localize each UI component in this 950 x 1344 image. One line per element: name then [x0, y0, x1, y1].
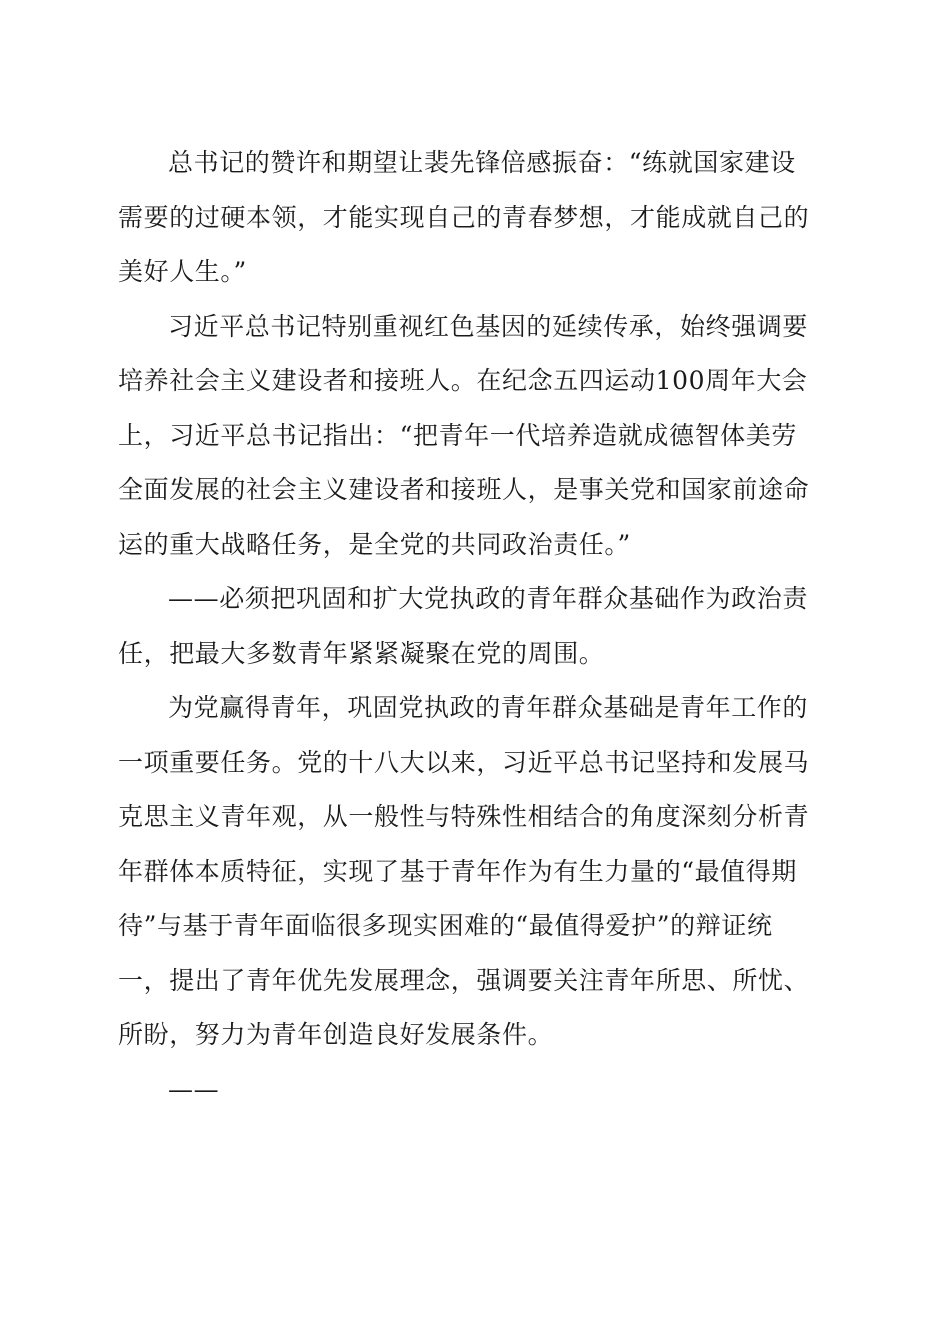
paragraph-5: ——: [168, 1074, 220, 1104]
paragraph-2: 习近平总书记特别重视红色基因的延续传承，始终强调要 培养社会主义建设者和接班人。在纪念五四运动100周年大会 上，习近平总书记指出：“把青年一代培养造就成德智体美劳 全面发展的社会主义建设者和接班人，是事关党和国家前途命 运的重大战略任务，是全党的共同政治责任。”: [118, 311, 810, 559]
paragraph-4: 为党赢得青年，巩固党执政的青年群众基础是青年工作的 一项重要任务。党的十八大以来，习近平总书记坚持和发展马 克思主义青年观，从一般性与特殊性相结合的角度深刻分析青 年群体本质特征，实现了基于青年作为有生力量的“最值得期 待”与基于青年面临很多现实困难的“最值得爱护”的辩证统 一，提出了青年优先发展理念，强调要关注青年所思、所忧、 所盼，努力为青年创造良好发展条件。: [118, 693, 810, 1049]
paragraph-3: ——必须把巩固和扩大党执政的青年群众基础作为政治责 任，把最大多数青年紧紧凝聚在党的周围。: [118, 584, 809, 668]
body-text: [118, 136, 818, 1117]
paragraph-1: 总书记的赞许和期望让裴先锋倍感振奋：“练就国家建设 需要的过硬本领，才能实现自己的青春梦想，才能成就自己的 美好人生。”: [118, 148, 810, 286]
